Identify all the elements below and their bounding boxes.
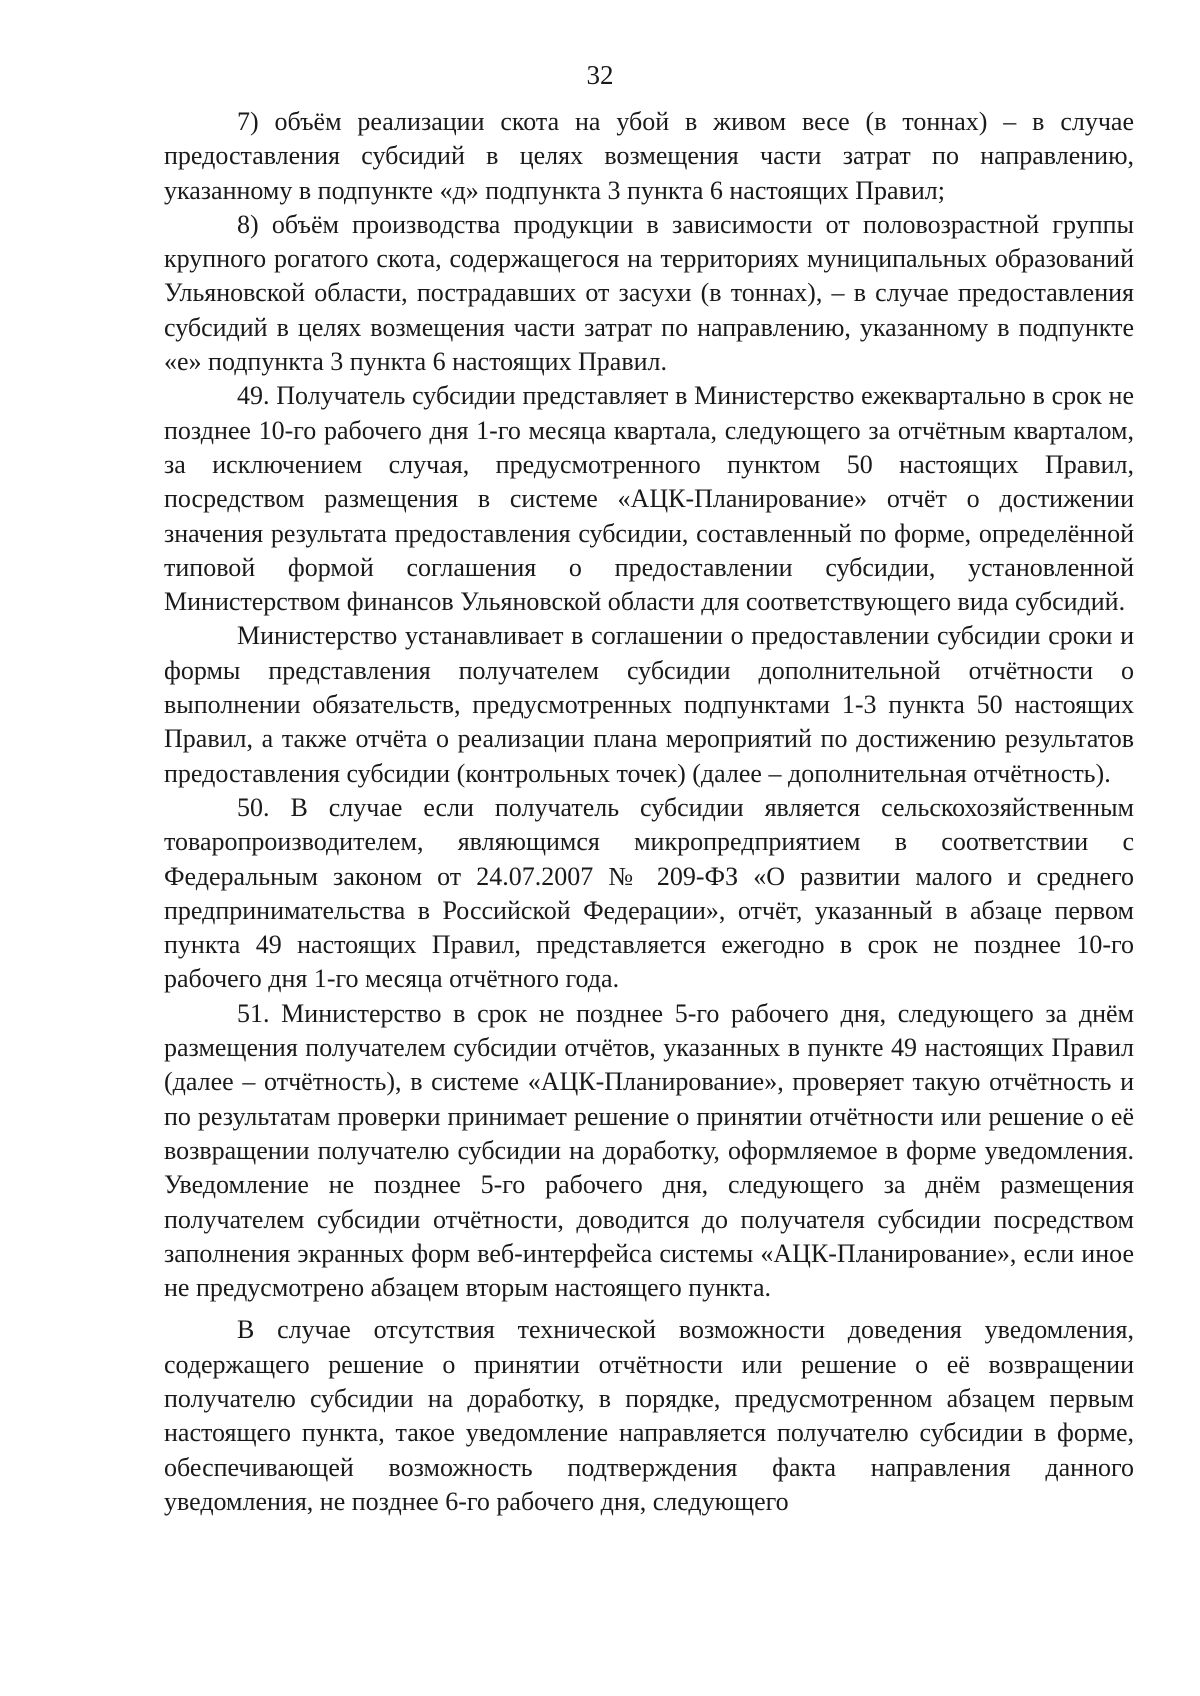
paragraph-clause-49: 49. Получатель субсидии представляет в Министерство ежеквартально в срок не позднее 10-го рабочего дня 1-го месяца квартала, следующего за отчётным кварталом, за исключением случая, предусмотренного пунктом 50 настоящих Правил, посредством размещения в системе «АЦК-Планирование» отчёт о достижении значения результата предоставления субсидии, составленный по форме, определённой типовой формой соглашения о предоставлении субсидии, установленной Министерством финансов Ульяновской области для соответствующего вида субсидий. [164, 381, 1134, 617]
paragraph-item-7: 7) объём реализации скота на убой в живом весе (в тоннах) – в случае предоставления субсидий в целях возмещения части затрат по направлению, указанному в подпункте «д» подпункта 3 пункта 6 настоящих Правил; [164, 107, 1134, 205]
paragraph-clause-51-second: В случае отсутствия технической возможности доведения уведомления, содержащего решение о принятии отчётности или решение о её возвращении получателю субсидии на доработку, в порядке, предусмотренном абзацем первым настоящего пункта, такое уведомление направляется получателю субсидии в форме, обеспечивающей возможность подтверждения факта направления данного уведомления, не позднее 6-го рабочего дня, следующего [164, 1315, 1134, 1516]
paragraph-item-8: 8) объём производства продукции в зависимости от половозрастной группы крупного рогатого скота, содержащегося на территориях муниципальных образований Ульяновской области, пострадавших от засухи (в тоннах), – в случае предоставления субсидий в целях возмещения части затрат по направлению, указанному в подпункте «е» подпункта 3 пункта 6 настоящих Правил. [164, 209, 1134, 377]
paragraph-clause-50: 50. В случае если получатель субсидии является сельскохозяйственным товаропроизводителем, являющимся микропредприятием в соответствии с Федеральным законом от 24.07.2007 № 209-ФЗ «О развитии малого и среднего предпринимательства в Российской Федерации», отчёт, указанный в абзаце первом пункта 49 настоящих Правил, представляется ежегодно в срок не позднее 10-го рабочего дня 1-го месяца отчётного года. [164, 792, 1134, 994]
document-body [164, 105, 1134, 1519]
page-number: 32 [586, 60, 614, 90]
paragraph-clause-51: 51. Министерство в срок не позднее 5-го рабочего дня, следующего за днём размещения получателем субсидии отчётов, указанных в пункте 49 настоящих Правил (далее – отчётность), в системе «АЦК-Планирование», проверяет такую отчётность и по результатам проверки принимает решение о принятии отчётности или решение о её возвращении получателю субсидии на доработку, оформляемое в форме уведомления. Уведомление не позднее 5-го рабочего дня, следующего за днём размещения получателем субсидии отчётности, доводится до получателя субсидии посредством заполнения экранных форм веб-интерфейса системы «АЦК-Планирование», если иное не предусмотрено абзацем вторым настоящего пункта. [164, 998, 1134, 1303]
paragraph-clause-49-additional-reporting: Министерство устанавливает в соглашении о предоставлении субсидии сроки и формы представления получателем субсидии дополнительной отчётности о выполнении обязательств, предусмотренных подпунктами 1-3 пункта 50 настоящих Правил, а также отчёта о реализации плана мероприятий по достижению результатов предоставления субсидии (контрольных точек) (далее – дополнительная отчётность). [164, 621, 1134, 788]
